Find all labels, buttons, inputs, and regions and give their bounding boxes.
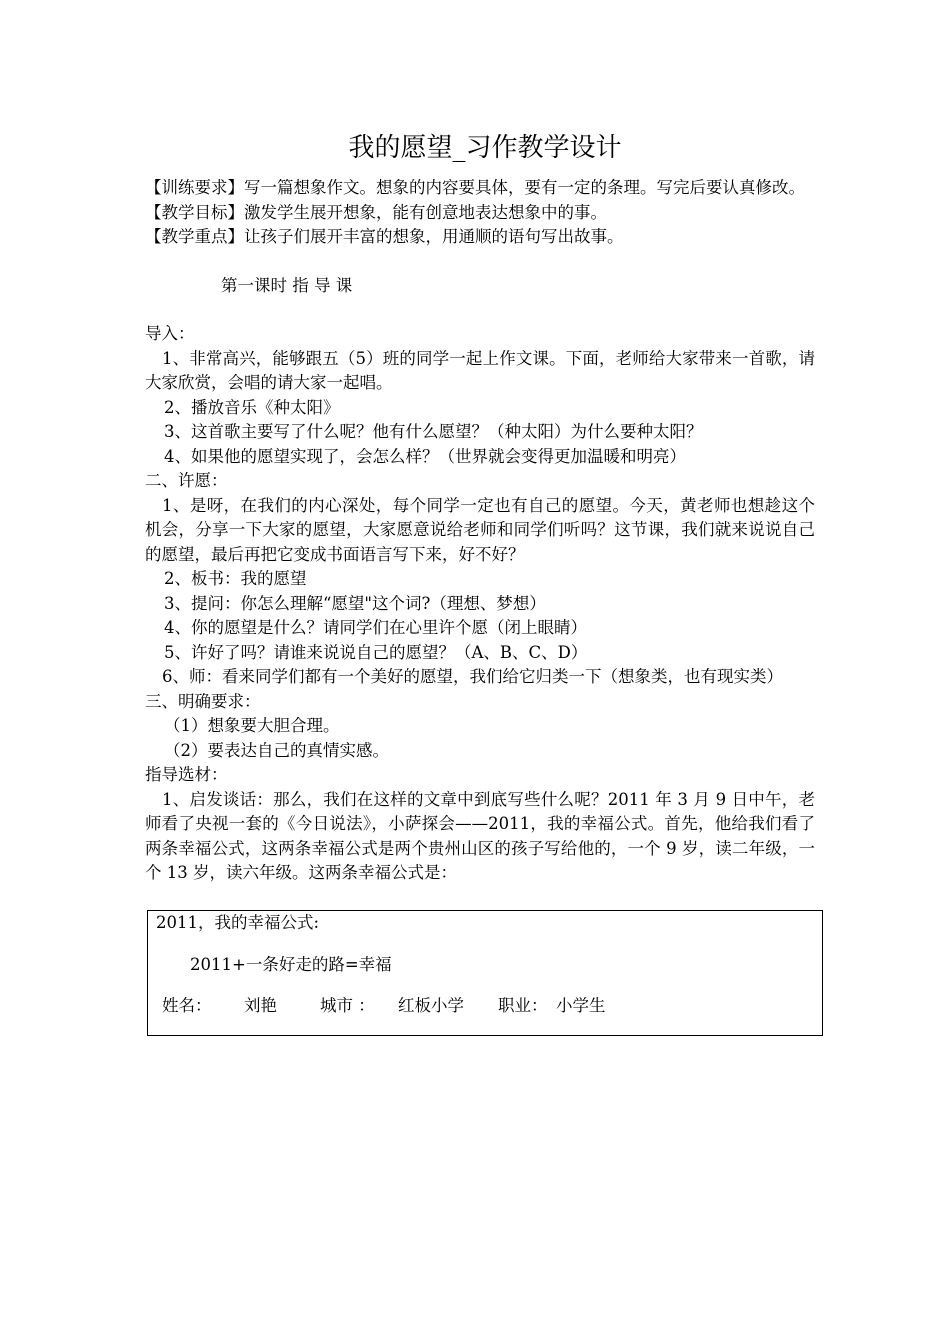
- wish-item: 4、你的愿望是什么？请同学们在心里许个愿（闭上眼睛）: [164, 618, 587, 637]
- document-page: [145, 130, 815, 1036]
- wish-item: 3、提问：你怎么理解“愿望"这个词?（理想、梦想）: [164, 593, 546, 613]
- intro-item: 1、非常高兴，能够跟五（5）班的同学一起上作文课。下面，老师给大家带来一首歌，请大家欣赏，会唱的请大家一起唱。: [145, 348, 815, 392]
- wish-item: 5、许好了吗？请谁来说说自己的愿望？（A、B、C、D）: [164, 642, 588, 662]
- lesson-heading: 第一课时 指 导 课: [221, 275, 353, 295]
- page-title: 我的愿望_习作教学设计: [348, 133, 622, 163]
- name-value: 刘艳: [244, 995, 277, 1015]
- wish-heading: 二、许愿：: [145, 471, 228, 490]
- intro-item: 4、如果他的愿望实现了，会怎么样？（世界就会变得更加温暖和明亮）: [164, 446, 686, 466]
- requirements-item: （2）要表达自己的真情实感。: [164, 740, 389, 760]
- requirements-item: （1）想象要大胆合理。: [164, 716, 340, 735]
- wish-item: 2、板书：我的愿望: [164, 569, 307, 588]
- training-requirements: 【训练要求】写一篇想象作文。想象的内容要具体，要有一定的条理。写完后要认真修改。: [145, 178, 805, 197]
- intro-item: 3、这首歌主要写了什么呢？他有什么愿望？（种太阳）为什么要种太阳？: [164, 422, 703, 441]
- formula-box-heading: 2011，我的幸福公式:: [156, 912, 320, 932]
- formula-line: 2011+一条好走的路=幸福: [190, 954, 392, 974]
- wish-item: 1、是呀，在我们的内心深处，每个同学一定也有自己的愿望。今天，黄老师也想趁这个机会，分享一下大家的愿望，大家愿意说给老师和同学们听吗？这节课，我们就来说说自己的愿望，最后再把它变成书面语言写下来，好不好？: [145, 495, 815, 564]
- job-label: 职业：: [498, 995, 548, 1015]
- name-label: 姓名：: [162, 995, 212, 1015]
- intro-item: 2、播放音乐《种太阳》: [164, 397, 340, 417]
- city-label: 城市 ：: [320, 995, 375, 1015]
- intro-heading: 导入：: [145, 324, 195, 343]
- material-heading: 指导选材：: [145, 765, 228, 784]
- wish-item: 6、师：看来同学们都有一个美好的愿望，我们给它归类一下（想象类，也有现实类）: [162, 667, 783, 686]
- material-item: 1、启发谈话：那么，我们在这样的文章中到底写些什么呢？2011 年 3 月 9 日中午，老师看了央视一套的《今日说法》，小萨探会——2011，我的幸福公式。首先，他给我们看了两条幸福公式，这两条幸福公式是两个贵州山区的孩子写给他的，一个 9 岁，读二年级，一个 13 岁，读六年级。这两条幸福公式是：: [145, 789, 815, 882]
- city-value: 红板小学: [398, 995, 464, 1015]
- happiness-formula-box: [147, 910, 823, 1036]
- teaching-goals: 【教学目标】激发学生展开想象，能有创意地表达想象中的事。: [145, 202, 607, 222]
- requirements-heading: 三、明确要求：: [145, 691, 261, 711]
- teaching-focus: 【教学重点】让孩子们展开丰富的想象，用通顺的语句写出故事。: [145, 227, 624, 246]
- job-value: 小学生: [556, 995, 606, 1015]
- formula-author-info: [162, 995, 606, 1017]
